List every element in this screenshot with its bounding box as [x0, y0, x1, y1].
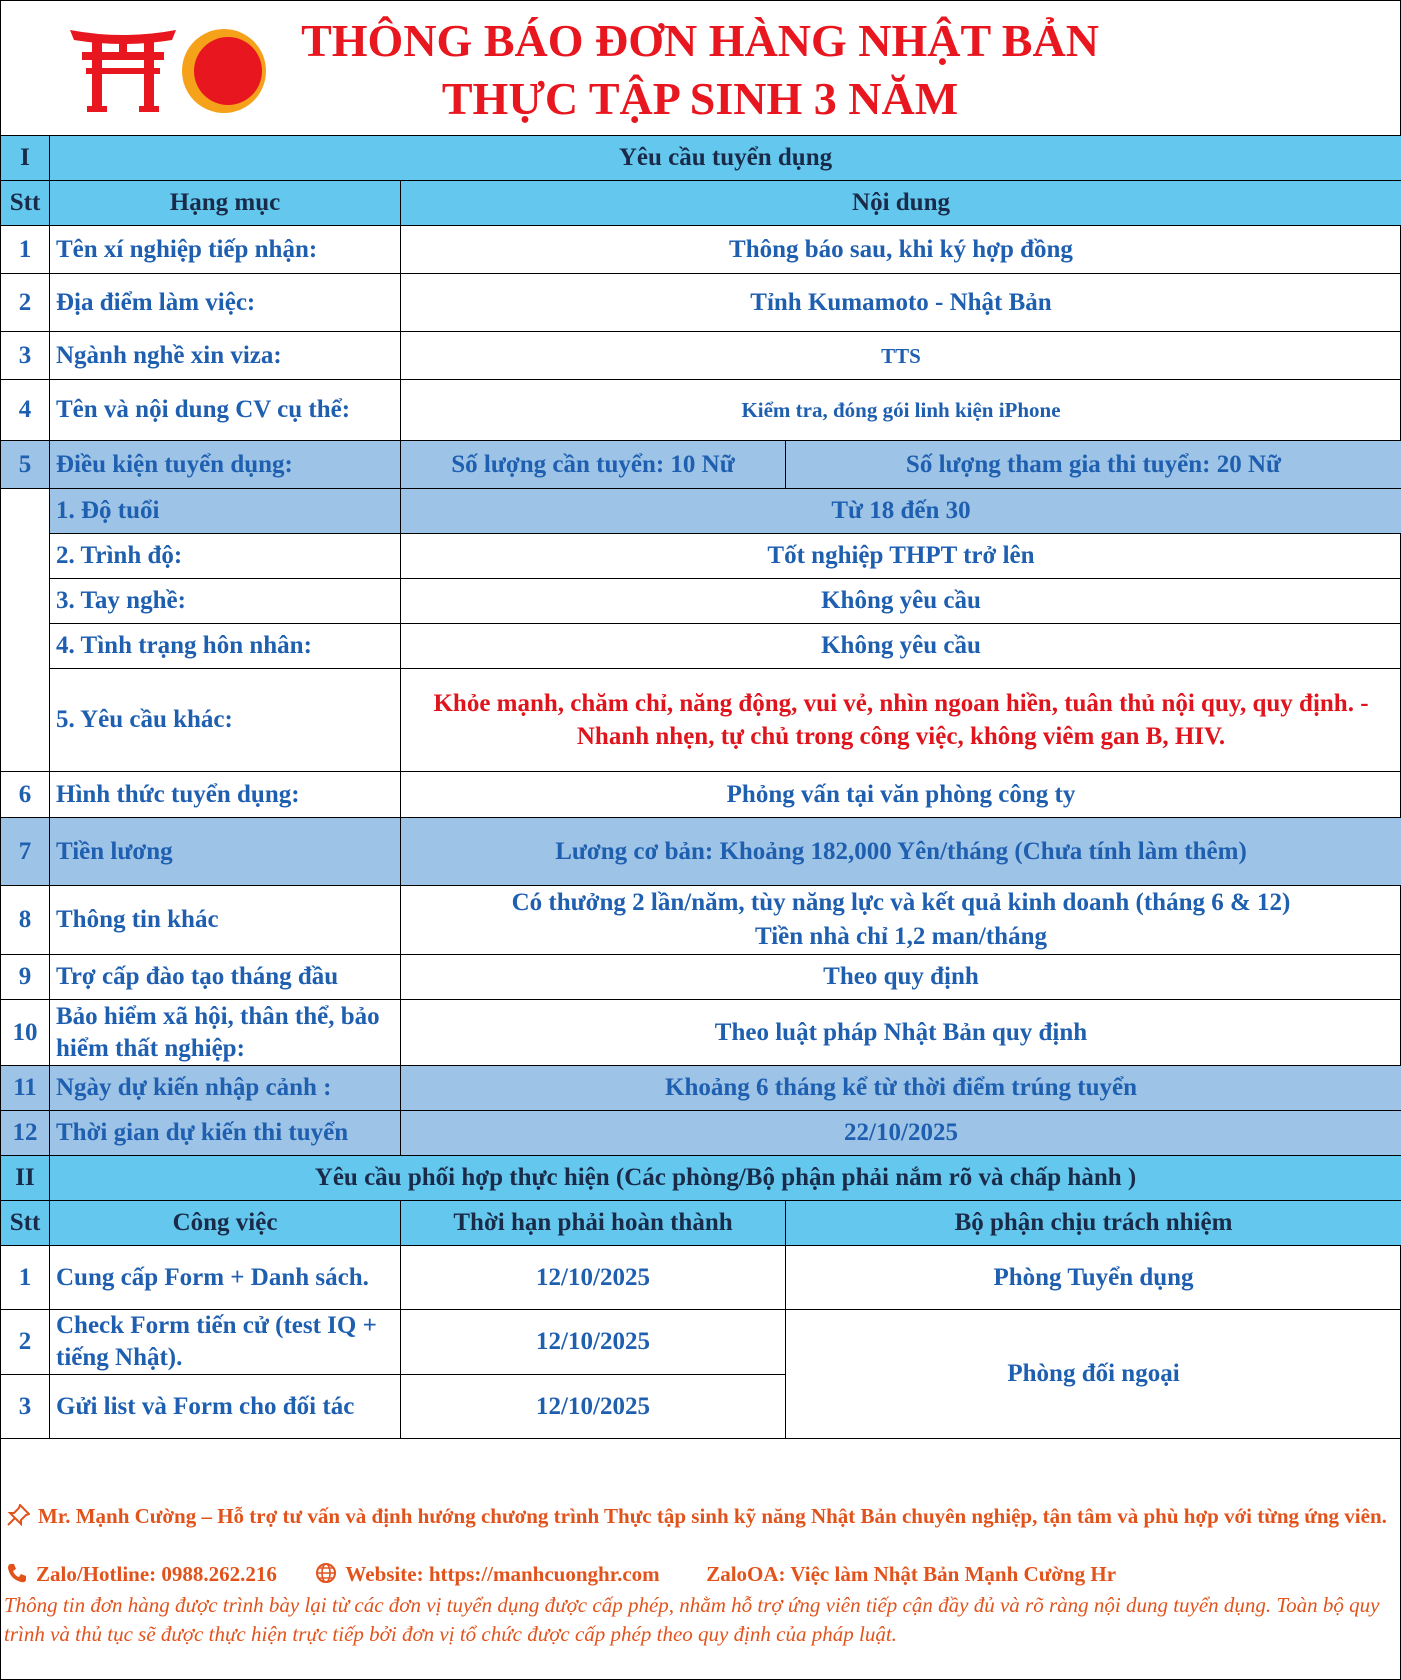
exam-quantity: Số lượng tham gia thi tuyển: 20 Nữ	[786, 441, 1401, 489]
col-stt-header: Stt	[1, 1201, 50, 1246]
recruit-quantity: Số lượng cần tuyển: 10 Nữ	[401, 441, 786, 489]
page-title-line1: THÔNG BÁO ĐƠN HÀNG NHẬT BẢN	[301, 15, 1099, 66]
row-value: Theo quy định	[401, 955, 1401, 1000]
table-row	[1, 772, 1401, 818]
pin-icon	[6, 1504, 30, 1526]
row-label: Thông tin khác	[50, 886, 401, 955]
table-row	[1, 624, 1401, 669]
hotline-text[interactable]: Zalo/Hotline: 0988.262.216	[36, 1562, 277, 1586]
row-value: 22/10/2025	[401, 1111, 1401, 1156]
table-row	[1, 441, 1401, 489]
table-row	[1, 1111, 1401, 1156]
task-deadline: 12/10/2025	[401, 1310, 786, 1375]
row-label: Địa điểm làm việc:	[50, 274, 401, 332]
row-stt: 12	[1, 1111, 50, 1156]
row-value: TTS	[401, 332, 1401, 380]
section1-title: Yêu cầu tuyển dụng	[50, 136, 1401, 181]
row-stt: 3	[1, 332, 50, 380]
row-label: Ngày dự kiến nhập cảnh :	[50, 1066, 401, 1111]
row-label: Tên xí nghiệp tiếp nhận:	[50, 226, 401, 274]
disclaimer-text: Thông tin đơn hàng được trình bày lại từ các đơn vị tuyển dụng được cấp phép, nhằm hỗ trợ ứng viên tiếp cận đầy đủ và rõ ràng nội dung tuyển dụng. Toàn bộ quy trình và thủ tục sẽ được thực hiện trực tiếp bởi đơn vị tổ chức được cấp phép theo quy định của pháp luật.	[4, 1593, 1380, 1646]
row-stt: 11	[1, 1066, 50, 1111]
table-row	[1, 332, 1401, 380]
dept-recruitment: Phòng Tuyển dụng	[786, 1246, 1401, 1310]
task-name: Check Form tiến cử (test IQ + tiếng Nhật).	[50, 1310, 401, 1375]
row-stt: 5	[1, 441, 50, 489]
other-info-value	[401, 886, 1401, 955]
table-row	[1, 1000, 1401, 1066]
table-row	[1, 226, 1401, 274]
globe-icon	[315, 1562, 337, 1584]
page-title-line2: THỰC TẬP SINH 3 NĂM	[441, 73, 959, 124]
row-label: Tiền lương	[50, 818, 401, 886]
salary-value: Lương cơ bản: Khoảng 182,000 Yên/tháng (Chưa tính làm thêm)	[401, 818, 1401, 886]
table-row	[1, 669, 1401, 772]
row-stt: 2	[1, 274, 50, 332]
task-deadline: 12/10/2025	[401, 1246, 786, 1310]
row-label: Tên và nội dung CV cụ thể:	[50, 380, 401, 441]
table-row	[1, 886, 1401, 955]
table-row	[1, 1310, 1401, 1375]
row-value: Khoảng 6 tháng kể từ thời điểm trúng tuyển	[401, 1066, 1401, 1111]
torii-gate-and-sun-icon	[68, 26, 268, 116]
row-value: Thông báo sau, khi ký hợp đồng	[401, 226, 1401, 274]
row-label: Thời gian dự kiến thi tuyển	[50, 1111, 401, 1156]
task-name: Gửi list và Form cho đối tác	[50, 1375, 401, 1439]
col-item-header: Hạng mục	[50, 181, 401, 226]
table-row	[1, 579, 1401, 624]
section2-number: II	[1, 1156, 50, 1201]
row-value: Tỉnh Kumamoto - Nhật Bản	[401, 274, 1401, 332]
table-row	[1, 818, 1401, 886]
section2-title: Yêu cầu phối hợp thực hiện (Các phòng/Bộ phận phải nắm rõ và chấp hành )	[50, 1156, 1401, 1201]
condition-label: 1. Độ tuổi	[50, 489, 401, 534]
dept-foreign-affairs: Phòng đối ngoại	[786, 1310, 1401, 1439]
row-label: Điều kiện tuyển dụng:	[50, 441, 401, 489]
condition-value: Từ 18 đến 30	[401, 489, 1401, 534]
table-row	[1, 955, 1401, 1000]
row-value: Kiểm tra, đóng gói linh kiện iPhone	[401, 380, 1401, 441]
task-deadline: 12/10/2025	[401, 1375, 786, 1439]
row-label: Bảo hiểm xã hội, thân thể, bảo hiểm thất nghiệp:	[50, 1000, 401, 1066]
row-stt: 2	[1, 1310, 50, 1375]
col-content-header: Nội dung	[401, 181, 1401, 226]
col-stt-header: Stt	[1, 181, 50, 226]
col-deadline-header: Thời hạn phải hoàn thành	[401, 1201, 786, 1246]
website-link[interactable]: Website: https://manhcuonghr.com	[345, 1562, 660, 1586]
table-row	[1, 489, 1401, 534]
row-stt: 1	[1, 1246, 50, 1310]
other-requirements: Khỏe mạnh, chăm chỉ, năng động, vui vẻ, nhìn ngoan hiền, tuân thủ nội quy, quy định. - Nhanh nhẹn, tự chủ trong công việc, không viêm gan B, HIV.	[401, 669, 1401, 772]
condition-value: Không yêu cầu	[401, 624, 1401, 669]
condition-label: 4. Tình trạng hôn nhân:	[50, 624, 401, 669]
row-value: Theo luật pháp Nhật Bản quy định	[401, 1000, 1401, 1066]
col-task-header: Công việc	[50, 1201, 401, 1246]
row-label: Hình thức tuyển dụng:	[50, 772, 401, 818]
contact-intro	[6, 1502, 1396, 1530]
contact-intro-text: Mr. Mạnh Cường – Hỗ trợ tư vấn và định hướng chương trình Thực tập sinh kỹ năng Nhật Bản chuyên nghiệp, tận tâm và phù hợp với từng ứng viên.	[38, 1504, 1387, 1528]
col-dept-header: Bộ phận chịu trách nhiệm	[786, 1201, 1401, 1246]
condition-value: Tốt nghiệp THPT trở lên	[401, 534, 1401, 579]
condition-label: 2. Trình độ:	[50, 534, 401, 579]
row-stt: 3	[1, 1375, 50, 1439]
row-stt: 9	[1, 955, 50, 1000]
condition-label: 5. Yêu cầu khác:	[50, 669, 401, 772]
row-stt: 1	[1, 226, 50, 274]
section1-number: I	[1, 136, 50, 181]
task-name: Cung cấp Form + Danh sách.	[50, 1246, 401, 1310]
row-stt: 10	[1, 1000, 50, 1066]
row-label: Ngành nghề xin viza:	[50, 332, 401, 380]
zalo-oa-text[interactable]: ZaloOA: Việc làm Nhật Bản Mạnh Cường Hr	[706, 1562, 1117, 1586]
row-value: Phỏng vấn tại văn phòng công ty	[401, 772, 1401, 818]
bonus-info: Có thưởng 2 lần/năm, tùy năng lực và kết quả kinh doanh (tháng 6 & 12)	[511, 889, 1291, 916]
table-row	[1, 274, 1401, 332]
condition-label: 3. Tay nghề:	[50, 579, 401, 624]
job-table	[0, 135, 1401, 1439]
table-row	[1, 1066, 1401, 1111]
phone-icon	[6, 1562, 28, 1584]
row-stt: 7	[1, 818, 50, 886]
housing-info: Tiền nhà chỉ 1,2 man/tháng	[755, 923, 1047, 950]
row-stt: 6	[1, 772, 50, 818]
row-stt: 8	[1, 886, 50, 955]
row-label: Trợ cấp đào tạo tháng đầu	[50, 955, 401, 1000]
table-row	[1, 1246, 1401, 1310]
table-row	[1, 380, 1401, 441]
row-stt: 4	[1, 380, 50, 441]
table-row	[1, 534, 1401, 579]
condition-value: Không yêu cầu	[401, 579, 1401, 624]
conditions-stt-blank	[1, 489, 50, 772]
contact-line	[6, 1560, 1396, 1588]
